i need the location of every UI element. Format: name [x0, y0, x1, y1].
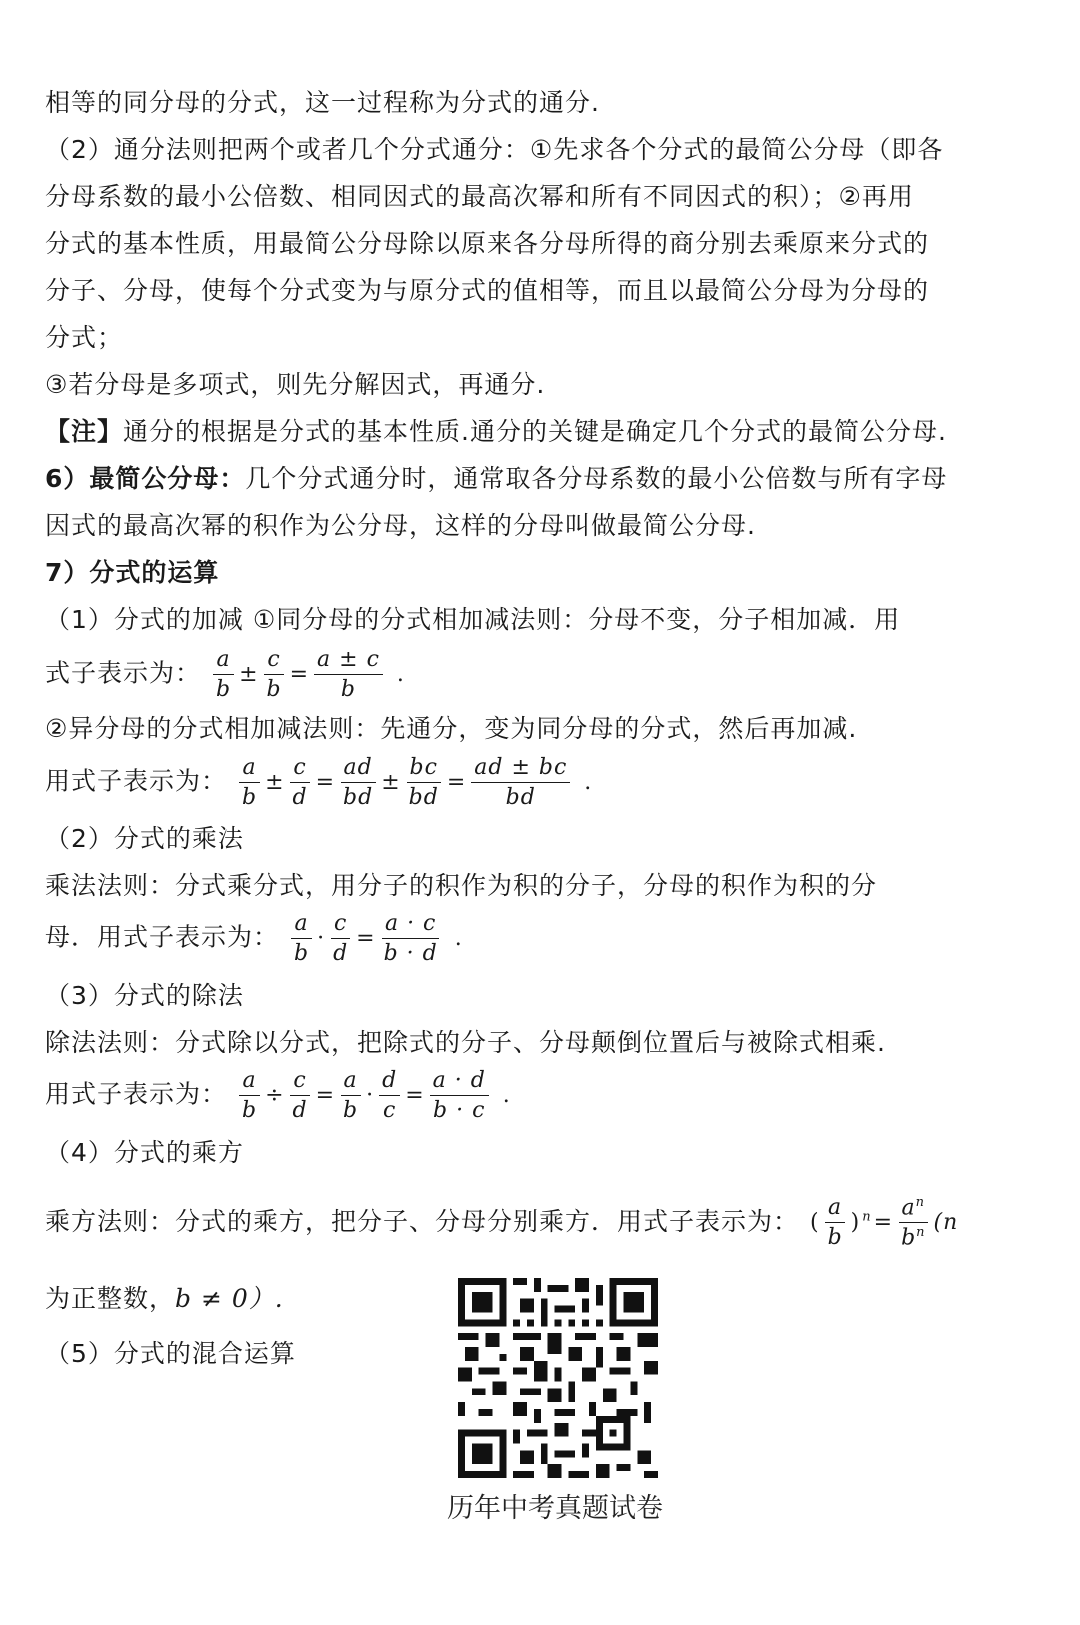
qr-code-image	[458, 1278, 658, 1478]
subsection-heading: （2）分式的乘法	[45, 824, 244, 853]
subsection-heading: （5）分式的混合运算	[45, 1339, 296, 1368]
operator: =	[446, 769, 467, 795]
formula-prefix: 母．用式子表示为：	[45, 922, 280, 952]
fraction: $\frac{c}{d}$	[330, 912, 351, 965]
section-6-heading: 6）最简公分母：	[45, 464, 246, 493]
fraction: $\frac{ad}{bd}$	[340, 756, 376, 809]
operator: =	[289, 661, 310, 687]
note-label: 【注】	[45, 417, 124, 446]
operator: ·	[366, 1082, 375, 1108]
condition-math: b ≠ 0）.	[175, 1284, 284, 1313]
fraction: $\frac{a}{b}$	[239, 756, 260, 809]
text-line: 分子、分母，使每个分式变为与原分式的值相等，而且以最简公分母为分母的	[45, 276, 930, 305]
fraction: $\frac{a}{b}$	[239, 1069, 260, 1122]
operator: ±	[265, 769, 285, 795]
fraction: $\frac{a \pm c}{b}$	[314, 648, 383, 701]
paren: )	[850, 1209, 861, 1235]
period: .	[454, 925, 463, 951]
operator: =	[315, 769, 336, 795]
text-line: ②异分母的分式相加减法则：先通分，变为同分母的分式，然后再加减.	[45, 714, 858, 743]
formula-prefix: 用式子表示为：	[45, 766, 228, 796]
operator: =	[873, 1209, 894, 1235]
operator: =	[405, 1082, 425, 1108]
fraction: $\frac{bc}{bd}$	[406, 756, 442, 809]
fraction: $\frac{a \cdot d}{b \cdot c}$	[430, 1069, 489, 1122]
fraction: $\frac{c}{d}$	[290, 756, 311, 809]
text-line: （1）分式的加减 ①同分母的分式相加减法则：分母不变，分子相加减．用	[45, 605, 901, 634]
operator: ·	[317, 925, 326, 951]
exponent: n	[862, 1209, 872, 1225]
formula-line-add-same	[45, 648, 407, 701]
formula-prefix: 用式子表示为：	[45, 1079, 228, 1109]
fraction: $\frac{a}{b}$	[340, 1069, 361, 1122]
text-line: 因式的最高次幂的积作为公分母，这样的分母叫做最简公分母.	[45, 511, 756, 540]
fraction: $\frac{c}{b}$	[264, 648, 285, 701]
text-line: 相等的同分母的分式，这一过程称为分式的通分.	[45, 88, 600, 117]
operator: =	[315, 1082, 336, 1108]
subsection-heading: （3）分式的除法	[45, 981, 244, 1010]
text-line: 除法法则：分式除以分式，把除式的分子、分母颠倒位置后与被除式相乘.	[45, 1028, 886, 1057]
period: .	[396, 661, 405, 687]
fraction: $\frac{ad \pm bc}{bd}$	[471, 756, 570, 809]
text-line: （2）通分法则把两个或者几个分式通分：①先求各个分式的最简公分母（即各	[45, 135, 944, 164]
note-line	[45, 419, 947, 444]
formula-line-mul	[45, 912, 465, 965]
period: .	[502, 1082, 511, 1108]
text-line: 分母系数的最小公倍数、相同因式的最高次幂和所有不同因式的积）；②再用	[45, 182, 914, 211]
operator: ±	[381, 769, 401, 795]
note-text: 通分的根据是分式的基本性质.通分的关键是确定几个分式的最简公分母.	[123, 417, 947, 446]
fraction: $\frac{a}{b}$	[213, 648, 234, 701]
text-line: 乘法法则：分式乘分式，用分子的积作为积的分子，分母的积作为积的分	[45, 871, 878, 900]
formula-prefix: 式子表示为：	[45, 658, 202, 688]
section-6-text: 几个分式通分时，通常取各分母系数的最小公倍数与所有字母	[245, 464, 948, 493]
fraction: $\frac{a \cdot c}{b \cdot d}$	[383, 911, 438, 967]
subsection-heading: （4）分式的乘方	[45, 1138, 244, 1167]
formula-prefix: 乘方法则：分式的乘方，把分子、分母分别乘方．用式子表示为：	[45, 1206, 800, 1236]
text-line: 分式的基本性质，用最简公分母除以原来各分母所得的商分别去乘原来分式的	[45, 229, 930, 258]
formula-line-div	[45, 1069, 513, 1122]
fraction: $\frac{a}{b}$	[825, 1196, 846, 1249]
formula-tail: (n	[933, 1209, 959, 1235]
operator: ±	[239, 661, 259, 687]
section-6-line	[45, 466, 947, 491]
operator: =	[356, 925, 376, 951]
period: .	[584, 769, 593, 795]
fraction: $\frac{d}{c}$	[379, 1069, 400, 1122]
fraction: $\frac{a}{b}$	[291, 912, 312, 965]
paren: (	[809, 1209, 820, 1235]
text-line: 为正整数，b ≠ 0）.	[45, 1284, 284, 1313]
formula-line-pow	[45, 1196, 960, 1250]
fraction: $\frac{c}{d}$	[290, 1069, 311, 1122]
operator: ÷	[265, 1082, 285, 1108]
fraction: $\frac{a^n}{b^n}$	[898, 1196, 928, 1250]
text-line: 分式；	[45, 323, 124, 352]
qr-caption: 历年中考真题试卷	[447, 1493, 663, 1524]
text-line: ③若分母是多项式，则先分解因式，再通分.	[45, 370, 546, 399]
formula-line-add-diff	[45, 756, 594, 809]
section-7-heading: 7）分式的运算	[45, 558, 220, 587]
